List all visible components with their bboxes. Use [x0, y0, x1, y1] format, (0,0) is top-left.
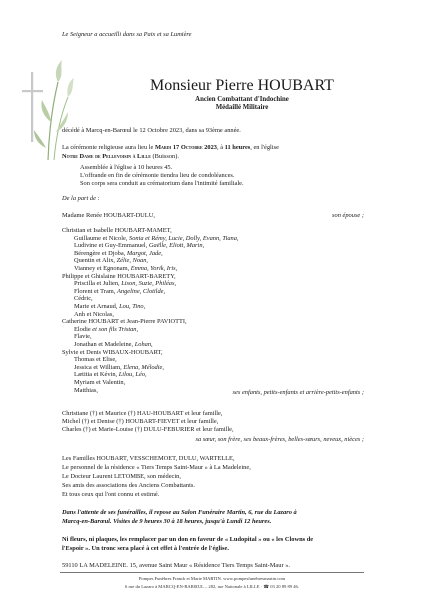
- family-children-names: Margot, Jade,: [126, 249, 163, 257]
- from-label: De la part de :: [62, 195, 100, 202]
- others-line: Et tous ceux qui l'ont connu et estimé.: [62, 491, 160, 498]
- family-member-name: Jonathan et Madeleine,: [74, 341, 135, 348]
- ceremony-date: Mardi 17 Octobre 2023: [154, 144, 217, 151]
- ceremony-text: , en l'église: [250, 144, 279, 151]
- family-member-name: Catherine HOUBART et Jean-Pierre PAVIOTTI,: [62, 318, 187, 326]
- family-member-name: Marie et Arnaud,: [74, 303, 120, 310]
- family-children-names: et son fils Tristan,: [92, 325, 139, 333]
- family-member-name: Christian et Isabelle HOUBART-MAMET,: [62, 227, 172, 234]
- header-verse: Le Seigneur a accueilli dans sa Paix et sa Lumière: [62, 31, 192, 38]
- ceremony-text: La cérémonie religieuse aura lieu le: [62, 144, 155, 151]
- family-children-names: Lilou, Léo,: [118, 371, 147, 379]
- family-member-name: Myriam et Valentin,: [74, 379, 126, 386]
- church-name: Notre Dame de Pellevoisin à Lille: [62, 153, 151, 160]
- family-member-name: Cédric,: [74, 295, 93, 303]
- ceremony-time: 11 heures: [224, 144, 251, 151]
- repose-line-2: Marcq-en-Barœul. Visites de 9 heures 30 à 18 heures, jusqu'à Lundi 12 heures.: [62, 518, 272, 525]
- family-member-name: Lætitia et Kévin,: [74, 371, 119, 379]
- family-member-name: Thomas et Elise,: [74, 356, 117, 364]
- offering-line: L'offrande en fin de cérémonie tiendra lieu de condoléances.: [80, 172, 235, 179]
- sibling-line: Charles (†) et Marie-Louise (†) DULU-FEBURIER et leur famille,: [62, 426, 234, 433]
- family-member-name: Flavie,: [74, 333, 92, 341]
- family-member-name: Vianney et Egnonam,: [74, 265, 131, 272]
- family-role: ses enfants, petits-enfants et arrière-petits-enfants ;: [232, 389, 364, 396]
- family-member-name: Quentin et Alix,: [74, 257, 117, 265]
- family-children-names: Elena, Mélodie,: [123, 363, 164, 371]
- spouse-role: son épouse ;: [332, 212, 364, 219]
- family-children-names: Lohan,: [134, 341, 153, 348]
- family-children-names: Emma, Yorik, Iris,: [130, 265, 178, 272]
- family-member-name: Ludivine et Guy-Emmanuel,: [74, 242, 149, 250]
- ceremony-line-2: [62, 153, 179, 161]
- family-member-name: Guillaume et Nicole,: [74, 234, 130, 242]
- others-line: Le personnel de la résidence « Tiers Temps Saint-Maur » à La Madeleine,: [62, 464, 251, 471]
- death-notice: décédé à Marcq-en-Barœul le 12 Octobre 2023, dans sa 93ème année.: [62, 127, 241, 134]
- assembly-line: Assemblée à l'église à 10 heures 45.: [80, 164, 173, 171]
- family-member-name: Philippe et Ghislaine HOUBART-BARETY,: [62, 272, 176, 280]
- family-member-name: Priscilla et Julien,: [74, 280, 122, 288]
- ceremony-line-1: [62, 144, 279, 152]
- siblings-role: sa sœur, son frère, ses beaux-frères, belles-sœurs, neveux, nièces ;: [195, 436, 364, 443]
- family-member-name: Anh et Nicolas,: [74, 310, 114, 318]
- cremation-line: Son corps sera conduit au crématorium dans l'intimité familiale.: [80, 180, 244, 187]
- family-member-name: Elodie: [74, 325, 93, 333]
- deceased-name: Monsieur Pierre HOUBART: [150, 77, 334, 94]
- family-member-name: Matthias,: [74, 386, 98, 394]
- family-children-names: Lison, Suzie, Philéas,: [121, 280, 177, 288]
- family-member-name: Bérengère et Djoba,: [74, 249, 127, 257]
- others-line: Le Docteur Laurent LETOMBE, son médecin,: [62, 473, 181, 480]
- family-children-names: Sonia et Rémy, Lucie, Dolly, Evann, Tiana,: [129, 234, 239, 242]
- ceremony-text: , à: [217, 144, 225, 151]
- sibling-line: Michel (†) et Denise (†) HOUBART-FIEVET et leur famille,: [62, 418, 219, 425]
- family-member-name: Florent et Tram,: [74, 287, 117, 295]
- family-children-names: Gaëlle, Eliott, Marin,: [148, 242, 205, 250]
- family-member-line: [74, 387, 98, 395]
- footer-divider: [60, 572, 364, 573]
- others-line: Les Familles HOUBART, VESSCHEMOET, DULU, WARTELLE,: [62, 455, 235, 462]
- family-member-name: Sylvie et Denis WIBAUX-HOUBART,: [62, 348, 163, 356]
- title-medal: Médaillé Militaire: [215, 104, 269, 111]
- footer-address: 6 rue du Lazaro à MARCQ-EN-BARŒUL – 282, rue Nationale à LILLE · ☎ 03 20 89 89 46.: [125, 584, 299, 589]
- family-children-names: Zélie, Noan,: [116, 257, 149, 265]
- title-veteran: Ancien Combattant d'Indochine: [195, 96, 289, 103]
- family-children-names: Lou, Tino,: [119, 303, 146, 310]
- sibling-line: Christiane (†) et Maurice (†) HAU-HOUBART et leur famille,: [62, 410, 223, 417]
- others-line: Ses amis des associations des Anciens Combattants.: [62, 482, 195, 489]
- family-children-names: Angeline, Clotilde,: [116, 287, 166, 295]
- footer-company: Pompes Funèbres Franck et Marie MARTIN. www.pompesfunebresmartin.com: [138, 576, 286, 581]
- ceremony-text: (Buisson).: [150, 153, 179, 160]
- family-member-name: Jessica et William,: [74, 363, 124, 371]
- flowers-line-2: l'Espoir ». Un tronc sera placé à cet effet à l'entrée de l'église.: [62, 545, 229, 552]
- address-line: 59110 LA MADELEINE. 15, avenue Saint Maur « Résidence Tiers Temps Saint-Maur ».: [62, 562, 290, 569]
- spouse-name: Madame Renée HOUBART-DULU,: [62, 212, 155, 219]
- flowers-line-1: Ni fleurs, ni plaques, les remplacer par un don en faveur de « Ludopital » ou « les Clowns de: [62, 536, 314, 543]
- repose-line-1: Dans l'attente de ses funérailles, il repose au Salon Funéraire Martin, 6, rue du Lazaro à: [62, 509, 297, 516]
